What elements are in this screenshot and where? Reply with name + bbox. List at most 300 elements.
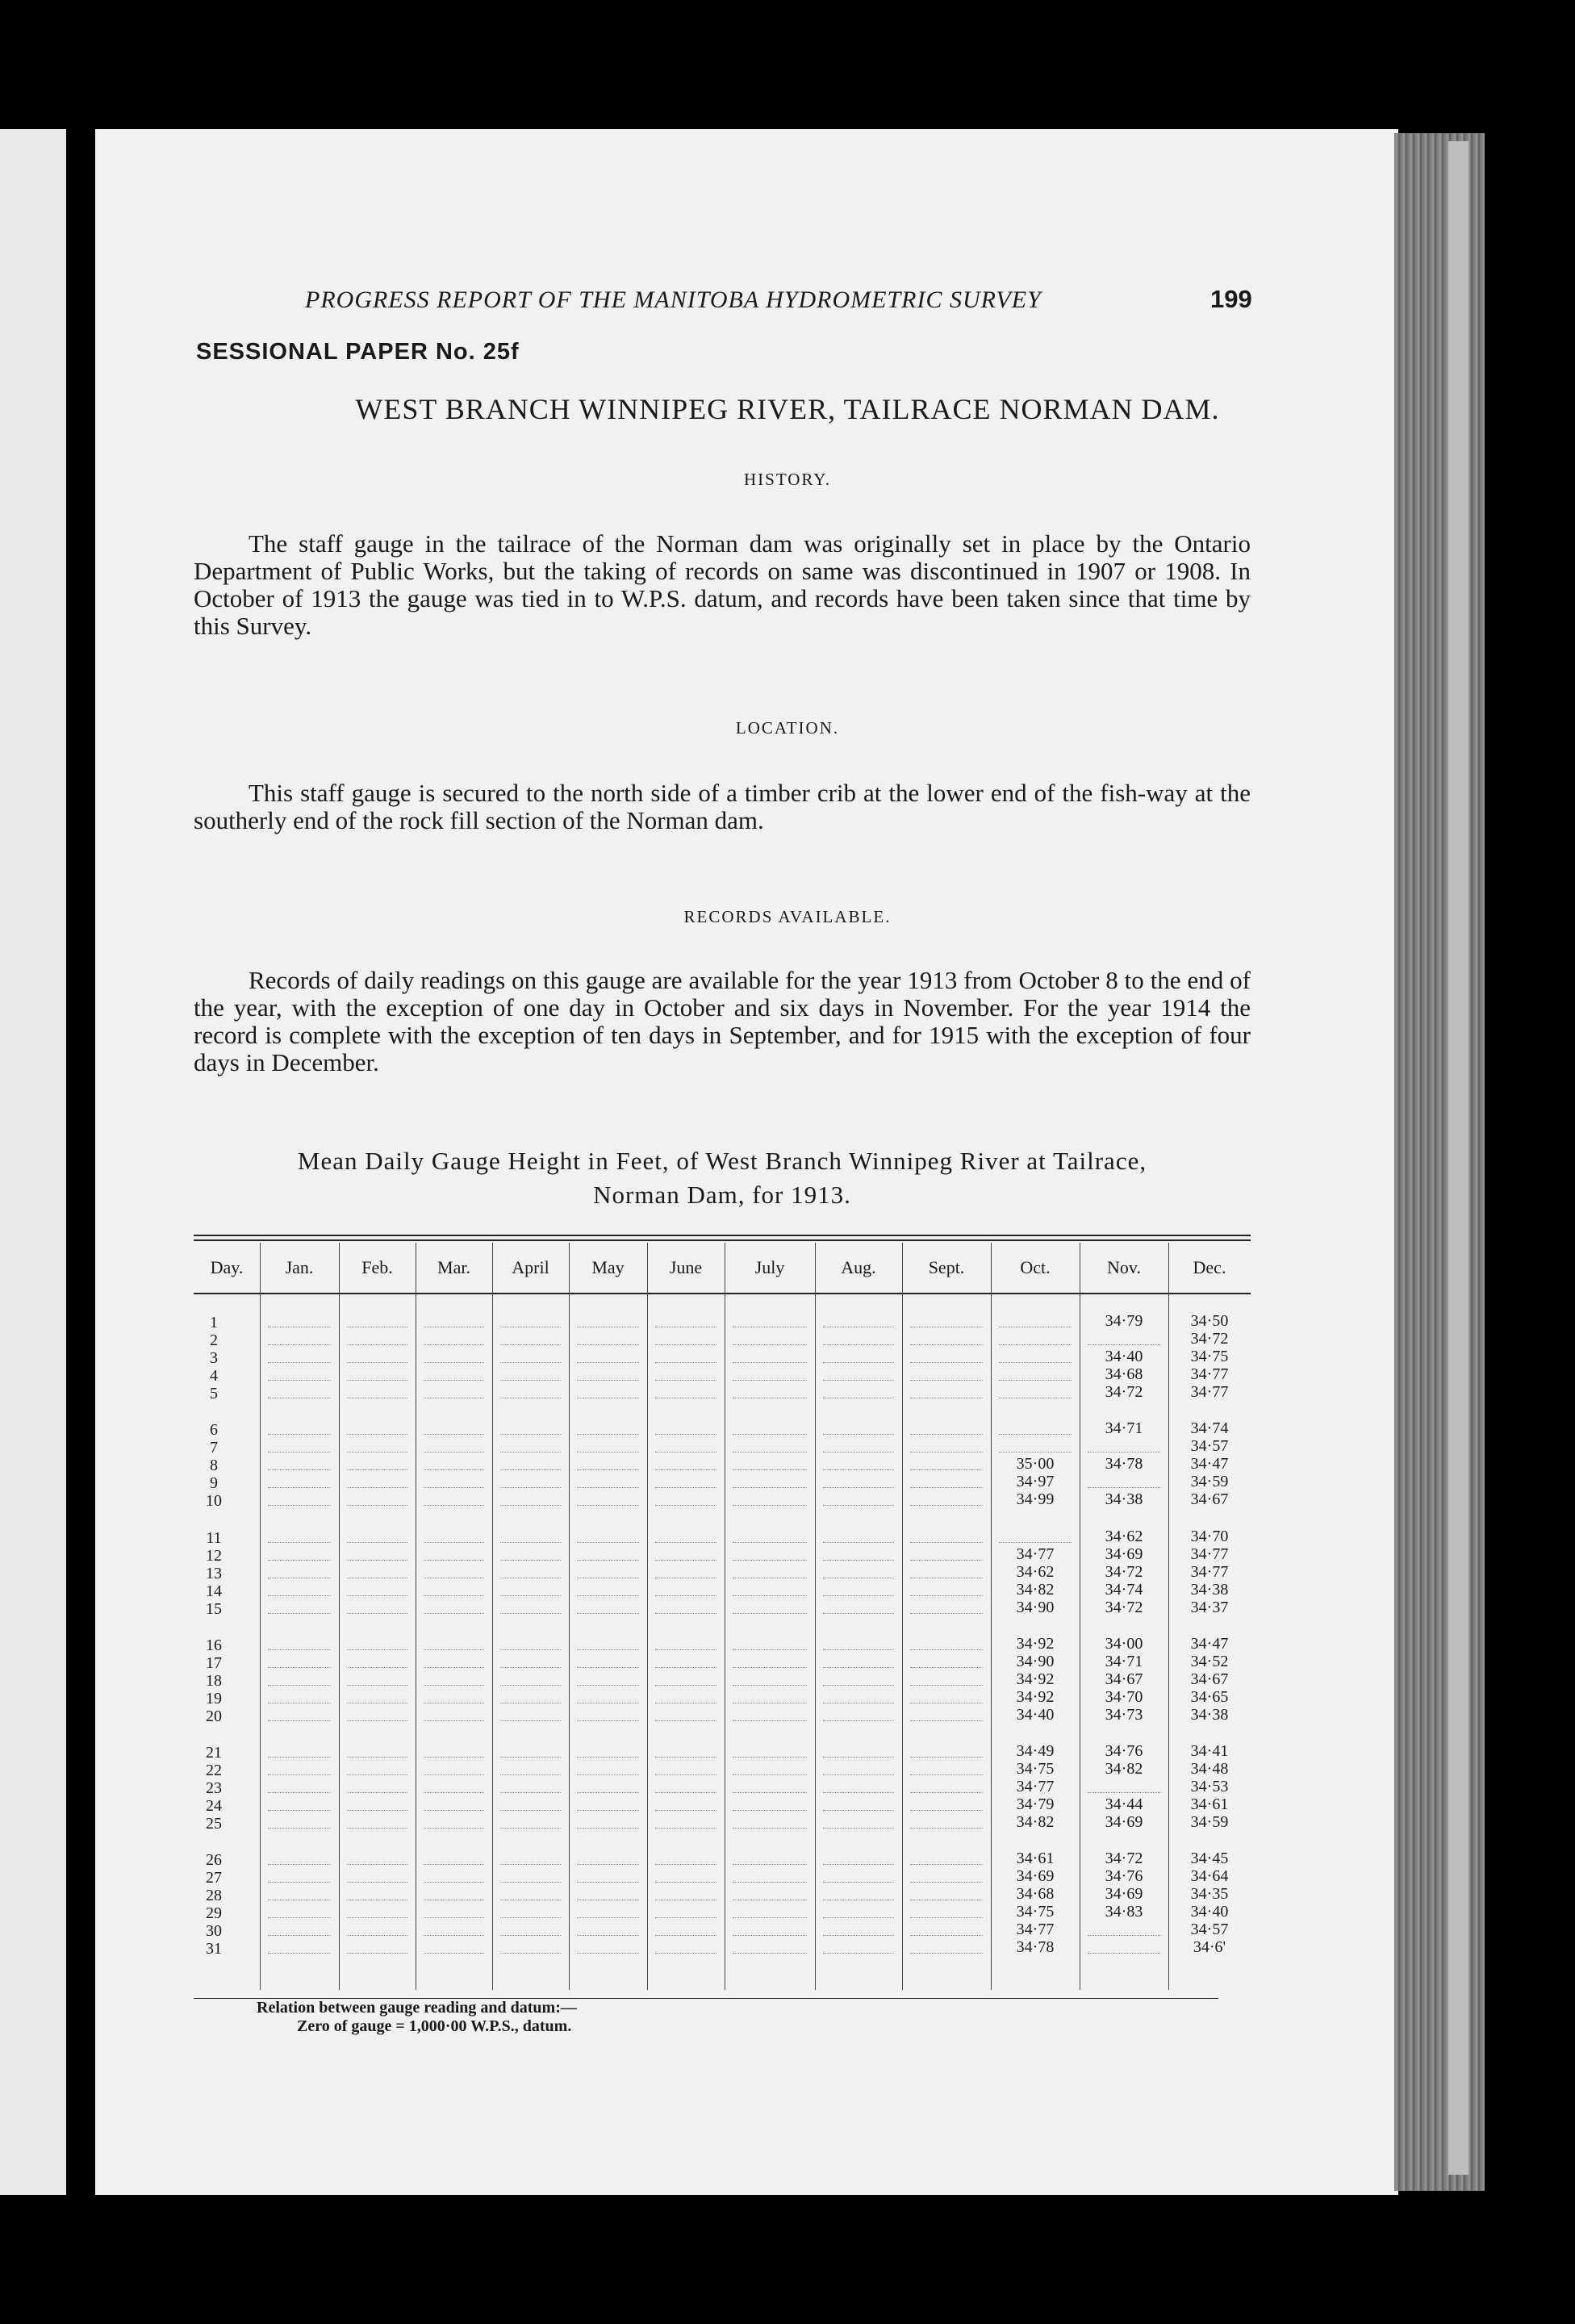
gauge-reading-oct: 34·82 (1016, 1813, 1055, 1831)
empty-cell-leader (268, 1867, 331, 1883)
column-header: Aug. (841, 1257, 876, 1277)
empty-cell-leader (500, 1330, 561, 1345)
day-number: 22 (206, 1762, 222, 1779)
records-text: Records of daily readings on this gauge are available for the year 1913 from October 8 to the end of the year, with the exception of one day in October and six days in November. For the year 1914 the record is complete with the exception of ten days in September, and for 1915 with the exception of four days in December. (194, 966, 1251, 1076)
empty-cell-leader (577, 1419, 639, 1435)
gauge-reading-nov: 34·78 (1105, 1455, 1143, 1473)
day-number: 10 (206, 1492, 222, 1510)
empty-cell-leader (655, 1850, 716, 1865)
empty-cell-leader (500, 1813, 561, 1829)
empty-cell-leader (823, 1599, 894, 1614)
location-paragraph (194, 780, 1251, 834)
gauge-reading-dec: 34·47 (1190, 1455, 1229, 1473)
empty-cell-leader (500, 1795, 561, 1811)
empty-cell-leader (655, 1312, 716, 1327)
empty-cell-leader (655, 1778, 716, 1793)
gauge-reading-oct: 34·90 (1016, 1599, 1055, 1616)
day-number: 2 (210, 1331, 218, 1349)
empty-cell-leader (655, 1545, 716, 1561)
empty-cell-leader (823, 1670, 894, 1686)
gauge-reading-dec: 34·77 (1190, 1383, 1229, 1401)
empty-cell-leader (347, 1688, 407, 1703)
empty-cell-leader (910, 1778, 983, 1793)
gauge-reading-nov: 34·44 (1105, 1795, 1143, 1813)
empty-cell-leader (500, 1419, 561, 1435)
empty-cell-leader (655, 1365, 716, 1381)
empty-cell-leader (733, 1813, 807, 1829)
empty-cell-leader (733, 1490, 807, 1506)
empty-cell-leader (500, 1383, 561, 1398)
column-header: Mar. (437, 1257, 470, 1277)
section-heading-location: LOCATION. (735, 718, 840, 738)
column-header: July (754, 1257, 785, 1277)
empty-cell-leader (823, 1850, 894, 1865)
gauge-reading-oct: 34·99 (1016, 1490, 1055, 1508)
empty-cell-leader (424, 1455, 484, 1470)
day-number: 9 (210, 1474, 218, 1492)
empty-cell-leader (910, 1921, 983, 1936)
empty-cell-leader (655, 1688, 716, 1703)
gauge-reading-oct: 34·68 (1016, 1885, 1055, 1903)
empty-cell-leader (500, 1688, 561, 1703)
empty-cell-leader (823, 1706, 894, 1721)
empty-cell-leader (268, 1528, 331, 1543)
column-header: Nov. (1107, 1257, 1141, 1277)
gauge-reading-oct: 34·79 (1016, 1795, 1055, 1813)
empty-cell-leader (347, 1921, 407, 1936)
empty-cell-leader (500, 1760, 561, 1775)
gauge-reading-oct: 34·75 (1016, 1903, 1055, 1921)
empty-cell-leader (577, 1938, 639, 1954)
empty-cell-leader (577, 1473, 639, 1488)
empty-cell-leader (823, 1581, 894, 1596)
gauge-reading-oct: 35·00 (1016, 1455, 1055, 1473)
empty-cell-leader (999, 1383, 1072, 1398)
empty-cell-leader (1088, 1473, 1160, 1488)
empty-cell-leader (577, 1563, 639, 1578)
gauge-reading-dec: 34·72 (1190, 1330, 1229, 1348)
empty-cell-leader (655, 1742, 716, 1758)
empty-cell-leader (347, 1563, 407, 1578)
empty-cell-leader (910, 1490, 983, 1506)
empty-cell-leader (268, 1581, 331, 1596)
left-page-edge (0, 129, 73, 2195)
empty-cell-leader (268, 1437, 331, 1452)
empty-cell-leader (268, 1419, 331, 1435)
empty-cell-leader (347, 1903, 407, 1918)
empty-cell-leader (733, 1473, 807, 1488)
empty-cell-leader (347, 1653, 407, 1668)
day-number: 18 (206, 1672, 222, 1690)
empty-cell-leader (577, 1528, 639, 1543)
empty-cell-leader (733, 1795, 807, 1811)
empty-cell-leader (268, 1383, 331, 1398)
empty-cell-leader (424, 1437, 484, 1452)
section-heading-history: HISTORY. (743, 470, 831, 489)
empty-cell-leader (999, 1437, 1072, 1452)
empty-cell-leader (268, 1795, 331, 1811)
empty-cell-leader (823, 1742, 894, 1758)
gauge-reading-dec: 34·41 (1190, 1742, 1229, 1760)
day-number: 27 (206, 1869, 222, 1887)
empty-cell-leader (655, 1330, 716, 1345)
column-divider (339, 1243, 340, 1990)
gauge-reading-dec: 34·59 (1190, 1473, 1229, 1490)
empty-cell-leader (268, 1312, 331, 1327)
table-title (194, 1144, 1251, 1212)
gauge-reading-dec: 34·45 (1190, 1850, 1229, 1867)
empty-cell-leader (733, 1670, 807, 1686)
empty-cell-leader (347, 1545, 407, 1561)
empty-cell-leader (655, 1653, 716, 1668)
empty-cell-leader (577, 1903, 639, 1918)
empty-cell-leader (910, 1760, 983, 1775)
gauge-reading-nov: 34·76 (1105, 1867, 1143, 1885)
day-number: 14 (206, 1582, 222, 1600)
day-number: 8 (210, 1457, 218, 1474)
empty-cell-leader (577, 1813, 639, 1829)
history-text: The staff gauge in the tailrace of the Norman dam was originally set in place by the Ontario Department of Public Works, but the taking of records on same was discontinued in 1907 or 1908. In October of 1913 the gauge was tied in to W.P.S. datum, and records have been taken since that time by this Survey. (194, 529, 1251, 640)
empty-cell-leader (424, 1635, 484, 1650)
gauge-reading-nov: 34·67 (1105, 1670, 1143, 1688)
empty-cell-leader (733, 1563, 807, 1578)
column-header: May (591, 1257, 625, 1277)
empty-cell-leader (655, 1419, 716, 1435)
empty-cell-leader (823, 1903, 894, 1918)
gauge-reading-dec: 34·59 (1190, 1813, 1229, 1831)
empty-cell-leader (500, 1867, 561, 1883)
empty-cell-leader (424, 1563, 484, 1578)
empty-cell-leader (823, 1938, 894, 1954)
sessional-paper-label: SESSIONAL PAPER No. 25f (196, 339, 520, 365)
gauge-reading-oct: 34·61 (1016, 1850, 1055, 1867)
empty-cell-leader (424, 1885, 484, 1900)
gauge-reading-oct: 34·40 (1016, 1706, 1055, 1724)
empty-cell-leader (347, 1419, 407, 1435)
empty-cell-leader (823, 1490, 894, 1506)
empty-cell-leader (733, 1742, 807, 1758)
empty-cell-leader (823, 1921, 894, 1936)
empty-cell-leader (500, 1528, 561, 1543)
empty-cell-leader (424, 1795, 484, 1811)
empty-cell-leader (347, 1365, 407, 1381)
empty-cell-leader (577, 1437, 639, 1452)
gauge-reading-nov: 34·83 (1105, 1903, 1143, 1921)
gauge-reading-nov: 34·62 (1105, 1528, 1143, 1545)
empty-cell-leader (424, 1706, 484, 1721)
empty-cell-leader (655, 1599, 716, 1614)
gauge-reading-oct: 34·49 (1016, 1742, 1055, 1760)
document-title: WEST BRANCH WINNIPEG RIVER, TAILRACE NORMAN DAM. (355, 393, 1220, 425)
empty-cell-leader (577, 1778, 639, 1793)
empty-cell-leader (268, 1938, 331, 1954)
empty-cell-leader (268, 1706, 331, 1721)
empty-cell-leader (500, 1742, 561, 1758)
column-header: Dec. (1193, 1257, 1226, 1277)
empty-cell-leader (424, 1670, 484, 1686)
empty-cell-leader (823, 1813, 894, 1829)
empty-cell-leader (910, 1795, 983, 1811)
gauge-reading-oct: 34·77 (1016, 1921, 1055, 1938)
day-number: 29 (206, 1904, 222, 1922)
empty-cell-leader (268, 1455, 331, 1470)
empty-cell-leader (347, 1581, 407, 1596)
gauge-reading-dec: 34·52 (1190, 1653, 1229, 1670)
empty-cell-leader (577, 1688, 639, 1703)
table-header-rule (194, 1293, 1251, 1294)
empty-cell-leader (424, 1330, 484, 1345)
empty-cell-leader (655, 1938, 716, 1954)
gauge-reading-dec: 34·6' (1193, 1938, 1226, 1956)
empty-cell-leader (500, 1885, 561, 1900)
empty-cell-leader (910, 1581, 983, 1596)
empty-cell-leader (823, 1330, 894, 1345)
empty-cell-leader (424, 1545, 484, 1561)
empty-cell-leader (655, 1795, 716, 1811)
empty-cell-leader (733, 1330, 807, 1345)
empty-cell-leader (999, 1330, 1072, 1345)
empty-cell-leader (347, 1383, 407, 1398)
gauge-reading-nov: 34·71 (1105, 1419, 1143, 1437)
day-number: 26 (206, 1851, 222, 1869)
gauge-reading-nov: 34·73 (1105, 1706, 1143, 1724)
empty-cell-leader (577, 1760, 639, 1775)
empty-cell-leader (910, 1653, 983, 1668)
empty-cell-leader (999, 1365, 1072, 1381)
empty-cell-leader (655, 1813, 716, 1829)
gauge-reading-nov: 34·69 (1105, 1813, 1143, 1831)
empty-cell-leader (1088, 1921, 1160, 1936)
empty-cell-leader (733, 1581, 807, 1596)
empty-cell-leader (577, 1312, 639, 1327)
empty-cell-leader (424, 1490, 484, 1506)
empty-cell-leader (655, 1437, 716, 1452)
empty-cell-leader (577, 1850, 639, 1865)
empty-cell-leader (577, 1885, 639, 1900)
day-number: 16 (206, 1636, 222, 1654)
empty-cell-leader (910, 1903, 983, 1918)
empty-cell-leader (500, 1563, 561, 1578)
column-header: Oct. (1020, 1257, 1051, 1277)
empty-cell-leader (577, 1653, 639, 1668)
column-header: Feb. (361, 1257, 393, 1277)
gauge-reading-nov: 34·70 (1105, 1688, 1143, 1706)
empty-cell-leader (910, 1688, 983, 1703)
empty-cell-leader (910, 1670, 983, 1686)
empty-cell-leader (424, 1742, 484, 1758)
gauge-reading-oct: 34·90 (1016, 1653, 1055, 1670)
day-number: 24 (206, 1797, 222, 1815)
empty-cell-leader (655, 1921, 716, 1936)
empty-cell-leader (268, 1885, 331, 1900)
empty-cell-leader (347, 1490, 407, 1506)
empty-cell-leader (268, 1670, 331, 1686)
empty-cell-leader (733, 1921, 807, 1936)
empty-cell-leader (347, 1867, 407, 1883)
gauge-reading-dec: 34·75 (1190, 1348, 1229, 1365)
gauge-reading-dec: 34·67 (1190, 1670, 1229, 1688)
footnote-relation: Relation between gauge reading and datum:— (257, 1999, 577, 2017)
empty-cell-leader (424, 1938, 484, 1954)
day-number: 5 (210, 1385, 218, 1402)
empty-cell-leader (733, 1383, 807, 1398)
empty-cell-leader (733, 1706, 807, 1721)
empty-cell-leader (733, 1850, 807, 1865)
empty-cell-leader (999, 1312, 1072, 1327)
empty-cell-leader (424, 1383, 484, 1398)
empty-cell-leader (424, 1348, 484, 1363)
column-header: Day. (210, 1257, 244, 1277)
gauge-reading-nov: 34·68 (1105, 1365, 1143, 1383)
table-top-rule-2 (194, 1239, 1251, 1241)
empty-cell-leader (910, 1867, 983, 1883)
empty-cell-leader (424, 1813, 484, 1829)
empty-cell-leader (424, 1599, 484, 1614)
empty-cell-leader (424, 1688, 484, 1703)
empty-cell-leader (268, 1330, 331, 1345)
empty-cell-leader (268, 1903, 331, 1918)
empty-cell-leader (347, 1312, 407, 1327)
column-header: Jan. (285, 1257, 314, 1277)
empty-cell-leader (733, 1938, 807, 1954)
running-head: PROGRESS REPORT OF THE MANITOBA HYDROMETRIC SURVEY (305, 286, 1042, 313)
empty-cell-leader (910, 1437, 983, 1452)
gauge-reading-nov: 34·72 (1105, 1599, 1143, 1616)
day-number: 30 (206, 1922, 222, 1940)
empty-cell-leader (910, 1330, 983, 1345)
empty-cell-leader (577, 1490, 639, 1506)
empty-cell-leader (823, 1885, 894, 1900)
empty-cell-leader (655, 1706, 716, 1721)
gauge-reading-nov: 34·40 (1105, 1348, 1143, 1365)
empty-cell-leader (347, 1778, 407, 1793)
table-top-rule (194, 1235, 1251, 1236)
records-paragraph (194, 967, 1251, 1076)
gauge-reading-nov: 34·72 (1105, 1563, 1143, 1581)
empty-cell-leader (823, 1653, 894, 1668)
empty-cell-leader (910, 1473, 983, 1488)
empty-cell-leader (424, 1419, 484, 1435)
empty-cell-leader (1088, 1778, 1160, 1793)
empty-cell-leader (999, 1348, 1072, 1363)
empty-cell-leader (268, 1921, 331, 1936)
empty-cell-leader (655, 1581, 716, 1596)
empty-cell-leader (823, 1867, 894, 1883)
empty-cell-leader (823, 1688, 894, 1703)
empty-cell-leader (733, 1365, 807, 1381)
empty-cell-leader (655, 1903, 716, 1918)
day-number: 17 (206, 1654, 222, 1672)
empty-cell-leader (347, 1455, 407, 1470)
empty-cell-leader (823, 1383, 894, 1398)
empty-cell-leader (347, 1437, 407, 1452)
empty-cell-leader (823, 1455, 894, 1470)
table-title-line-2: Norman Dam, for 1913. (593, 1181, 851, 1209)
day-number: 7 (210, 1439, 218, 1457)
empty-cell-leader (347, 1742, 407, 1758)
empty-cell-leader (577, 1348, 639, 1363)
empty-cell-leader (910, 1312, 983, 1327)
empty-cell-leader (500, 1490, 561, 1506)
gauge-reading-dec: 34·65 (1190, 1688, 1229, 1706)
empty-cell-leader (424, 1365, 484, 1381)
empty-cell-leader (733, 1778, 807, 1793)
day-number: 12 (206, 1547, 222, 1565)
gauge-reading-nov: 34·69 (1105, 1545, 1143, 1563)
gauge-reading-dec: 34·38 (1190, 1581, 1229, 1599)
gauge-reading-nov: 34·76 (1105, 1742, 1143, 1760)
gauge-reading-dec: 34·70 (1190, 1528, 1229, 1545)
empty-cell-leader (577, 1383, 639, 1398)
gauge-reading-dec: 34·77 (1190, 1365, 1229, 1383)
empty-cell-leader (424, 1921, 484, 1936)
empty-cell-leader (910, 1813, 983, 1829)
empty-cell-leader (823, 1419, 894, 1435)
empty-cell-leader (347, 1330, 407, 1345)
empty-cell-leader (268, 1760, 331, 1775)
empty-cell-leader (655, 1490, 716, 1506)
empty-cell-leader (1088, 1938, 1160, 1954)
empty-cell-leader (268, 1850, 331, 1865)
empty-cell-leader (424, 1778, 484, 1793)
empty-cell-leader (733, 1419, 807, 1435)
gauge-reading-dec: 34·50 (1190, 1312, 1229, 1330)
gauge-reading-oct: 34·77 (1016, 1778, 1055, 1795)
column-divider (569, 1243, 570, 1990)
empty-cell-leader (910, 1528, 983, 1543)
empty-cell-leader (910, 1348, 983, 1363)
empty-cell-leader (500, 1670, 561, 1686)
column-header: June (669, 1257, 703, 1277)
day-number: 3 (210, 1349, 218, 1367)
empty-cell-leader (823, 1312, 894, 1327)
empty-cell-leader (347, 1473, 407, 1488)
empty-cell-leader (733, 1528, 807, 1543)
empty-cell-leader (577, 1599, 639, 1614)
empty-cell-leader (823, 1528, 894, 1543)
day-number: 4 (210, 1367, 218, 1385)
empty-cell-leader (577, 1545, 639, 1561)
gauge-reading-oct: 34·78 (1016, 1938, 1055, 1956)
empty-cell-leader (424, 1528, 484, 1543)
empty-cell-leader (655, 1867, 716, 1883)
day-number: 20 (206, 1707, 222, 1725)
empty-cell-leader (823, 1635, 894, 1650)
empty-cell-leader (500, 1455, 561, 1470)
empty-cell-leader (347, 1850, 407, 1865)
empty-cell-leader (823, 1545, 894, 1561)
gauge-reading-dec: 34·35 (1190, 1885, 1229, 1903)
gauge-reading-oct: 34·92 (1016, 1635, 1055, 1653)
empty-cell-leader (733, 1903, 807, 1918)
empty-cell-leader (910, 1850, 983, 1865)
column-divider (647, 1243, 648, 1990)
empty-cell-leader (500, 1437, 561, 1452)
empty-cell-leader (424, 1867, 484, 1883)
column-divider (492, 1243, 493, 1990)
empty-cell-leader (733, 1312, 807, 1327)
empty-cell-leader (910, 1545, 983, 1561)
gauge-reading-nov: 34·72 (1105, 1850, 1143, 1867)
empty-cell-leader (347, 1670, 407, 1686)
location-text: This staff gauge is secured to the north side of a timber crib at the lower end of the fish-way at the southerly end of the rock fill section of the Norman dam. (194, 779, 1251, 834)
empty-cell-leader (733, 1599, 807, 1614)
empty-cell-leader (910, 1938, 983, 1954)
empty-cell-leader (500, 1903, 561, 1918)
empty-cell-leader (910, 1706, 983, 1721)
empty-cell-leader (733, 1760, 807, 1775)
empty-cell-leader (347, 1635, 407, 1650)
